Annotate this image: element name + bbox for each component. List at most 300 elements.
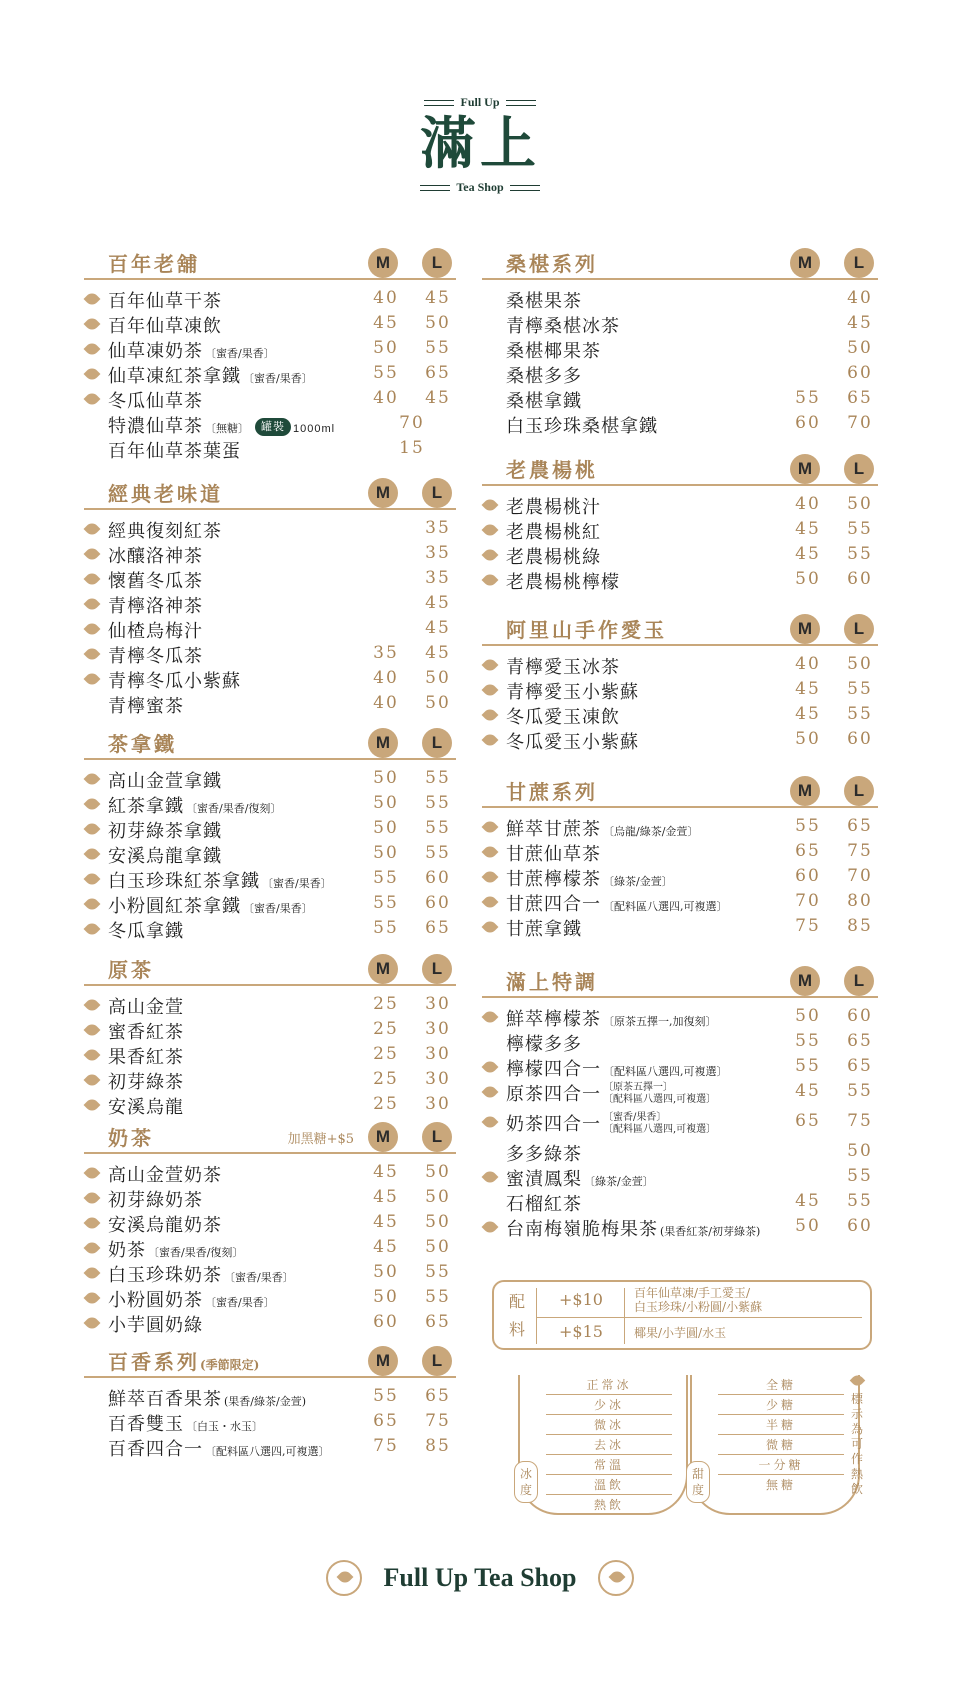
leaf-icon	[84, 1190, 101, 1207]
item-option: (果香紅茶/初芽綠茶)	[660, 1225, 761, 1238]
menu-item	[84, 1384, 456, 1409]
item-name	[506, 1140, 582, 1166]
price-m: 60	[795, 413, 821, 433]
leaf-icon	[84, 546, 101, 563]
menu-item	[482, 517, 878, 542]
item-option: 〔蜜香/果香〕	[224, 1271, 294, 1284]
size-l-badge: L	[422, 478, 452, 508]
item-name-text: 安溪烏龍	[108, 1097, 184, 1118]
price-m: 25	[373, 994, 399, 1014]
leaf-icon	[482, 732, 499, 749]
item-name	[108, 1410, 263, 1436]
item-name-text: 小芋圓奶綠	[108, 1315, 203, 1336]
price-m: 50	[373, 1287, 399, 1307]
item-name	[506, 312, 620, 338]
item-name-text: 高山金萱奶茶	[108, 1165, 222, 1186]
menu-item	[84, 1235, 456, 1260]
price-m: 45	[795, 1081, 821, 1101]
price-m: 45	[373, 1162, 399, 1182]
item-list	[84, 1154, 456, 1335]
footer	[0, 1560, 960, 1596]
item-name-text: 鮮萃檸檬茶	[506, 1009, 601, 1030]
price-l: 50	[425, 1187, 451, 1207]
item-name-text: 特濃仙草茶	[108, 416, 203, 437]
price-m: 45	[373, 1237, 399, 1257]
section-header	[84, 242, 456, 280]
leaf-icon	[84, 521, 101, 538]
item-name	[506, 815, 698, 841]
item-name-text: 安溪烏龍奶茶	[108, 1215, 222, 1236]
menu-item	[482, 311, 878, 336]
price-l: 45	[425, 593, 451, 613]
menu-item	[482, 1029, 878, 1054]
item-name	[108, 1018, 184, 1044]
leaf-emblem-icon	[326, 1560, 362, 1596]
sweet-level: 全糖	[718, 1375, 844, 1395]
leaf-icon	[482, 547, 499, 564]
section-header	[482, 608, 878, 646]
logo-bottom-text: Tea Shop	[456, 180, 504, 194]
item-name-text: 果香紅茶	[108, 1047, 184, 1068]
item-option-b: 〔配料區八選四,可複選〕	[603, 1124, 717, 1135]
price-l: 35	[425, 543, 451, 563]
menu-item	[482, 652, 878, 677]
item-name	[506, 1165, 654, 1191]
menu-item	[84, 1185, 456, 1210]
item-name-text: 冬瓜仙草茶	[108, 391, 203, 412]
item-name	[108, 362, 313, 388]
item-name	[506, 1215, 760, 1241]
price-l: 65	[425, 1312, 451, 1332]
price-m: 25	[373, 1069, 399, 1089]
item-name-text: 安溪烏龍拿鐵	[108, 846, 222, 867]
menu-item	[84, 1310, 456, 1335]
price-l: 55	[847, 1191, 873, 1211]
price-l: 70	[847, 413, 873, 433]
price-l: 55	[847, 1166, 873, 1186]
price-m: 55	[373, 363, 399, 383]
leaf-icon	[482, 497, 499, 514]
menu-section	[482, 242, 878, 436]
item-name-text: 白玉珍珠紅茶拿鐵	[108, 871, 260, 892]
item-name	[108, 1261, 294, 1287]
leaf-icon	[84, 671, 101, 688]
item-name-text: 高山金萱拿鐵	[108, 771, 222, 792]
item-option: 〔蜜香/果香〕	[262, 877, 332, 890]
item-name	[108, 667, 241, 693]
price-m: 45	[373, 313, 399, 333]
leaf-icon	[482, 1059, 499, 1076]
addon-desc-2: 椰果/小芋圓/水玉	[634, 1326, 727, 1340]
item-name	[506, 568, 620, 594]
item-option: 〔綠茶/金萱〕	[603, 875, 673, 888]
item-option: 〔蜜香/果香〕	[205, 1296, 275, 1309]
item-option: 〔蜜香/果香〕	[243, 372, 313, 385]
price-l: 65	[847, 816, 873, 836]
item-name-text: 百香四合一	[108, 1439, 203, 1460]
size-l-badge: L	[422, 954, 452, 984]
price-l: 55	[425, 793, 451, 813]
item-name	[506, 1055, 728, 1081]
item-name-text: 小粉圓奶茶	[108, 1290, 203, 1311]
item-name	[108, 542, 203, 568]
section-header	[84, 722, 456, 760]
item-name-text: 青檸冬瓜小紫蘇	[108, 671, 241, 692]
size-m-badge: M	[790, 966, 820, 996]
menu-item	[482, 1214, 878, 1239]
item-name-text: 多多綠茶	[506, 1144, 582, 1165]
item-name-text: 蜜香紅茶	[108, 1022, 184, 1043]
section-header	[482, 242, 878, 280]
price-m: 75	[795, 916, 821, 936]
price-l: 60	[847, 569, 873, 589]
item-name-text: 甘蔗拿鐵	[506, 919, 582, 940]
section-title-text: 桑椹系列	[506, 252, 598, 276]
price-m: 35	[373, 643, 399, 663]
price-l: 30	[425, 994, 451, 1014]
leaf-icon	[84, 1165, 101, 1182]
item-name	[506, 865, 673, 891]
menu-item	[84, 1067, 456, 1092]
price-l: 60	[847, 729, 873, 749]
item-list	[482, 280, 878, 436]
item-name	[506, 387, 582, 413]
menu-item	[482, 702, 878, 727]
price-m: 65	[373, 1411, 399, 1431]
item-list	[482, 808, 878, 939]
addon-desc-1b: 白玉珍珠/小粉圓/小紫蘇	[634, 1300, 763, 1314]
item-name-text: 青檸愛玉小紫蘇	[506, 682, 639, 703]
size-l-badge: L	[844, 454, 874, 484]
menu-section	[84, 242, 456, 461]
leaf-icon	[482, 919, 499, 936]
leaf-icon	[84, 821, 101, 838]
item-list	[84, 986, 456, 1117]
item-option: 〔蜜香/果香〕	[205, 347, 275, 360]
menu-item	[482, 1004, 878, 1029]
price-l: 50	[425, 1162, 451, 1182]
menu-section	[84, 472, 456, 716]
item-name	[108, 617, 203, 643]
price-l: 65	[847, 1031, 873, 1051]
ice-level: 溫飲	[546, 1475, 672, 1495]
leaf-icon	[84, 896, 101, 913]
price-l: 30	[425, 1044, 451, 1064]
leaf-icon	[482, 1219, 499, 1236]
price-l: 35	[425, 568, 451, 588]
item-name-text: 青檸冬瓜茶	[108, 646, 203, 667]
price-l: 55	[847, 544, 873, 564]
menu-item	[84, 516, 456, 541]
size-l-badge: L	[844, 614, 874, 644]
item-name-text: 經典復刻紅茶	[108, 521, 222, 542]
addon-price-2: +$15	[559, 1322, 603, 1341]
ice-level: 少冰	[546, 1395, 672, 1415]
item-name	[108, 1161, 222, 1187]
item-option: 〔配料區八選四,可複選〕	[205, 1445, 330, 1458]
leaf-icon	[84, 316, 101, 333]
size-m-badge: M	[368, 248, 398, 278]
ice-level: 正常冰	[546, 1375, 672, 1395]
price-m: 45	[795, 1191, 821, 1211]
section-header	[84, 472, 456, 510]
menu-item	[482, 286, 878, 311]
item-name	[108, 592, 203, 618]
item-name	[108, 1043, 184, 1069]
leaf-icon	[84, 291, 101, 308]
item-name-text: 桑椹果茶	[506, 291, 582, 312]
section-title-text: 奶茶	[108, 1126, 154, 1150]
leaf-icon	[482, 1009, 499, 1026]
section-title-text: 阿里山手作愛玉	[506, 618, 667, 642]
item-option: 〔原茶五擇一,加復刻〕	[603, 1015, 717, 1028]
leaf-icon	[84, 846, 101, 863]
item-name-text: 鮮萃百香果茶	[108, 1389, 222, 1410]
sweet-level: 半糖	[718, 1415, 844, 1435]
leaf-icon	[84, 621, 101, 638]
item-name	[506, 493, 601, 519]
price-l: 55	[847, 704, 873, 724]
price-l: 40	[847, 288, 873, 308]
section-title	[108, 478, 223, 507]
menu-item	[84, 566, 456, 591]
price-l: 75	[847, 841, 873, 861]
menu-item	[482, 492, 878, 517]
menu-section	[84, 1116, 456, 1335]
price-m: 45	[373, 1212, 399, 1232]
price-m: 50	[373, 818, 399, 838]
menu-item	[482, 914, 878, 939]
section-header	[84, 1116, 456, 1154]
menu-item	[84, 691, 456, 716]
menu-section	[482, 960, 878, 1239]
menu-item	[482, 567, 878, 592]
item-name	[506, 678, 639, 704]
leaf-icon	[84, 1265, 101, 1282]
can-badge: 罐裝	[255, 418, 291, 436]
item-name	[108, 1435, 330, 1461]
sweet-level: 無糖	[765, 1478, 796, 1492]
item-name-text: 冬瓜愛玉小紫蘇	[506, 732, 639, 753]
item-name-text: 高山金萱	[108, 997, 184, 1018]
ice-level-cup	[518, 1375, 688, 1515]
item-name	[506, 840, 601, 866]
item-name-text: 初芽綠茶拿鐵	[108, 821, 222, 842]
menu-item	[482, 1054, 878, 1079]
item-list	[482, 998, 878, 1239]
price-m: 50	[373, 768, 399, 788]
price-m: 25	[373, 1094, 399, 1114]
price-m: 50	[373, 843, 399, 863]
leaf-icon	[84, 921, 101, 938]
price-m: 55	[373, 868, 399, 888]
item-name	[506, 1190, 582, 1216]
size-l-badge: L	[844, 966, 874, 996]
ice-level: 微冰	[546, 1415, 672, 1435]
menu-item	[482, 386, 878, 411]
item-option-stack	[603, 1112, 716, 1136]
leaf-icon	[482, 894, 499, 911]
item-name	[108, 412, 335, 438]
menu-section	[84, 948, 456, 1117]
logo-top-text: Full Up	[460, 95, 500, 109]
item-option-a: 〔原茶五擇一〕	[603, 1082, 673, 1093]
size-l-badge: L	[844, 248, 874, 278]
price-m: 50	[795, 1006, 821, 1026]
item-name	[108, 1211, 222, 1237]
leaf-icon	[84, 1097, 101, 1114]
item-name-text: 小粉圓紅茶拿鐵	[108, 896, 241, 917]
price-l: 45	[425, 618, 451, 638]
price-m: 50	[373, 1262, 399, 1282]
menu-item	[482, 1109, 878, 1139]
item-option: 〔綠茶/金萱〕	[584, 1175, 654, 1188]
item-option: 〔白玉・水玉〕	[186, 1420, 263, 1433]
price-l: 85	[847, 916, 873, 936]
price-l: 60	[425, 868, 451, 888]
menu-item	[482, 336, 878, 361]
sweetness-cup	[690, 1375, 860, 1515]
item-name-text: 百香雙玉	[108, 1414, 184, 1435]
item-list	[482, 486, 878, 592]
size-m-badge: M	[790, 776, 820, 806]
price-l: 60	[847, 363, 873, 383]
price-m: 25	[373, 1019, 399, 1039]
section-title	[108, 1346, 259, 1375]
item-name-text: 桑椹拿鐵	[506, 391, 582, 412]
menu-item	[84, 866, 456, 891]
section-extra-note: 加黑糖+$5	[287, 1132, 354, 1147]
item-name-text: 甘蔗檸檬茶	[506, 869, 601, 890]
menu-item	[84, 1042, 456, 1067]
item-name	[506, 362, 582, 388]
price-l: 55	[425, 843, 451, 863]
item-option: 〔配料區八選四,可複選〕	[603, 1065, 728, 1078]
section-header	[482, 448, 878, 486]
item-name	[506, 728, 639, 754]
leaf-icon	[849, 1373, 865, 1389]
menu-item	[84, 541, 456, 566]
section-title-note: (季節限定)	[200, 1358, 260, 1372]
price-m: 75	[373, 1436, 399, 1456]
price-l: 50	[425, 1212, 451, 1232]
price-m: 50	[795, 1216, 821, 1236]
menu-section	[84, 1340, 456, 1459]
price-m: 40	[373, 288, 399, 308]
menu-item	[482, 1164, 878, 1189]
price-l: 55	[425, 818, 451, 838]
leaf-icon	[482, 657, 499, 674]
leaf-emblem-icon	[598, 1560, 634, 1596]
price-l: 50	[847, 1141, 873, 1161]
section-title	[506, 966, 598, 995]
price-l: 50	[847, 494, 873, 514]
price-m: 40	[795, 494, 821, 514]
menu-item	[84, 1092, 456, 1117]
leaf-icon	[84, 1290, 101, 1307]
menu-item	[84, 286, 456, 311]
leaf-icon	[84, 771, 101, 788]
price-m: 45	[373, 1187, 399, 1207]
leaf-icon	[482, 844, 499, 861]
price-m: 60	[373, 1312, 399, 1332]
menu-item	[482, 411, 878, 436]
price-l: 50	[425, 313, 451, 333]
price-m: 55	[373, 893, 399, 913]
menu-item	[482, 727, 878, 752]
item-name-text: 老農楊桃紅	[506, 522, 601, 543]
price-l: 60	[847, 1216, 873, 1236]
section-title	[108, 1122, 154, 1151]
menu-section	[482, 608, 878, 752]
item-name-text: 蜜漬鳳梨	[506, 1169, 582, 1190]
price-l: 50	[847, 338, 873, 358]
section-title-text: 百年老舖	[108, 252, 200, 276]
item-name	[506, 890, 728, 916]
price-m: 45	[795, 704, 821, 724]
price-l: 65	[847, 1056, 873, 1076]
leaf-icon	[482, 1114, 499, 1131]
item-name	[108, 1311, 203, 1337]
leaf-icon	[84, 366, 101, 383]
price-l: 65	[425, 918, 451, 938]
item-name	[108, 792, 281, 818]
price-l: 85	[425, 1436, 451, 1456]
leaf-icon	[482, 682, 499, 699]
menu-item	[84, 816, 456, 841]
item-name-text: 桑椹椰果茶	[506, 341, 601, 362]
section-title	[108, 954, 154, 983]
leaf-icon	[84, 1315, 101, 1332]
leaf-icon	[84, 1072, 101, 1089]
item-name	[506, 703, 620, 729]
section-title	[506, 248, 598, 277]
item-name	[506, 915, 582, 941]
item-name-text: 青檸洛神茶	[108, 596, 203, 617]
item-name-text: 白玉珍珠桑椹拿鐵	[506, 416, 658, 437]
addon-price-1: +$10	[559, 1290, 603, 1309]
menu-item	[84, 591, 456, 616]
menu-item	[482, 542, 878, 567]
price-m: 45	[795, 519, 821, 539]
menu-item	[84, 436, 456, 461]
hot-drink-note	[848, 1375, 866, 1497]
price-single: 15	[399, 438, 425, 458]
sweet-level: 微糖	[718, 1435, 844, 1455]
section-header	[482, 770, 878, 808]
section-title-text: 甘蔗系列	[506, 780, 598, 804]
item-name	[108, 692, 184, 718]
item-list	[84, 1378, 456, 1459]
menu-item	[84, 916, 456, 941]
price-l: 65	[425, 1386, 451, 1406]
item-name-text: 仙草凍奶茶	[108, 341, 203, 362]
item-name-text: 老農楊桃汁	[506, 497, 601, 518]
leaf-icon	[482, 819, 499, 836]
leaf-icon	[482, 707, 499, 724]
leaf-icon	[84, 646, 101, 663]
menu-item	[482, 1189, 878, 1214]
item-option-stack	[603, 1082, 716, 1106]
menu-item	[84, 766, 456, 791]
price-l: 50	[425, 668, 451, 688]
price-m: 50	[373, 338, 399, 358]
hot-note-text: 標示為可作熱飲	[850, 1392, 863, 1496]
item-option: 〔烏龍/綠茶/金萱〕	[603, 825, 699, 838]
menu-item	[84, 641, 456, 666]
item-name-text: 老農楊桃檸檬	[506, 572, 620, 593]
size-l-badge: L	[422, 1122, 452, 1152]
